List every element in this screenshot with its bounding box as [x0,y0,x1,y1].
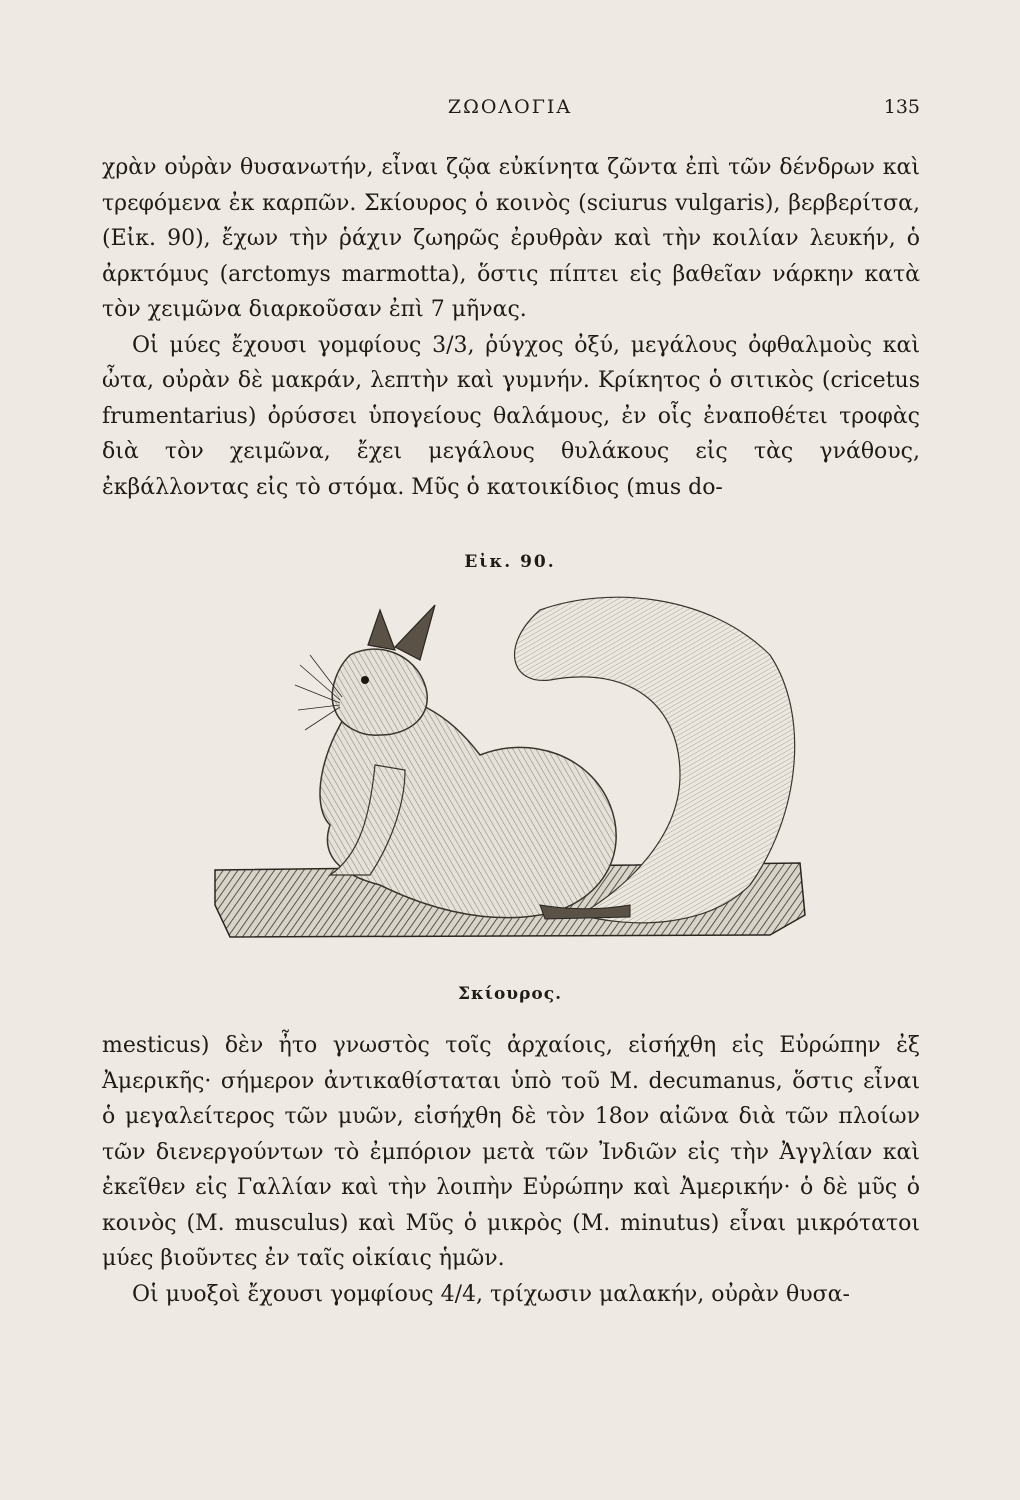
text-block-bottom [102,1028,920,1312]
squirrel-ear [395,605,435,660]
squirrel-head [332,649,427,735]
paragraph: χρὰν οὐρὰν θυσανωτήν, εἶναι ζῷα εὐκίνητα ζῶντα ἐπὶ τῶν δένδρων καὶ τρεφόμενα ἐκ καρπῶν. Σκίουρος ὁ κοινὸς (sciurus vulgaris), βερβερίτσα, (Εἰκ. 90), ἔχων τὴν ῥάχιν ζωηρῶς ἐρυθρὰν καὶ τὴν κοιλίαν λευκήν, ὁ ἀρκτόμυς (arctomys marmotta), ὅστις πίπτει εἰς βαθεῖαν νάρκην κατὰ τὸν χειμῶνα διαρκοῦσαν ἐπὶ 7 μῆνας. [102,155,920,322]
running-title: ΖΩΟΛΟΓΙΑ [447,96,573,118]
figure-caption: Σκίουρος. [457,984,563,1004]
paragraph: mesticus) δὲν ἦτο γνωστὸς τοῖς ἀρχαίοις, εἰσήχθη εἰς Εὐρώπην ἐξ Ἀμερικῆς· σήμερον ἀντικαθίσταται ὑπὸ τοῦ Μ. decumanus, ὅστις εἶναι ὁ μεγαλείτερος τῶν μυῶν, εἰσήχθη δὲ τὸν 18ον αἰῶνα διὰ τῶν πλοίων τῶν διενεργούντων τὸ ἐμπόριον μετὰ τῶν Ἰνδιῶν εἰς τὴν Ἀγγλίαν καὶ ἐκεῖθεν εἰς Γαλλίαν καὶ τὴν λοιπὴν Εὐρώπην καὶ Ἀμερικήν· ὁ δὲ μῦς ὁ κοινὸς (Μ. musculus) καὶ Μῦς ὁ μικρὸς (Μ. minutus) εἶναι μικρότατοι μύες βιοῦντες ἐν ταῖς οἰκίαις ἡμῶν. [102,1033,920,1271]
figure-label: Εἰκ. 90. [464,552,556,572]
page-number: 135 [883,96,920,118]
squirrel-ear [368,610,395,650]
squirrel-eye [361,676,369,684]
paragraph: Οἱ μυοξοὶ ἔχουσι γομφίους 4/4, τρίχωσιν μαλακήν, οὐρὰν θυσα- [132,1281,850,1307]
page-header [100,96,920,126]
paragraph: Οἱ μύες ἔχουσι γομφίους 3/3, ῥύγχος ὀξύ, μεγάλους ὀφθαλμοὺς καὶ ὦτα, οὐρὰν δὲ μακράν, λεπτὴν καὶ γυμνήν. Κρίκητος ὁ σιτικὸς (cricetus frumentarius) ὀρύσσει ὑπογείους θαλάμους, ἐν οἷς ἐναποθέτει τροφὰς διὰ τὸν χειμῶνα, ἔχει μεγάλους θυλάκους εἰς τὰς γνάθους, ἐκβάλλοντας εἰς τὸ στόμα. Μῦς ὁ κατοικίδιος (mus do- [102,332,920,500]
squirrel-engraving [210,585,810,965]
text-block-top [102,150,920,505]
